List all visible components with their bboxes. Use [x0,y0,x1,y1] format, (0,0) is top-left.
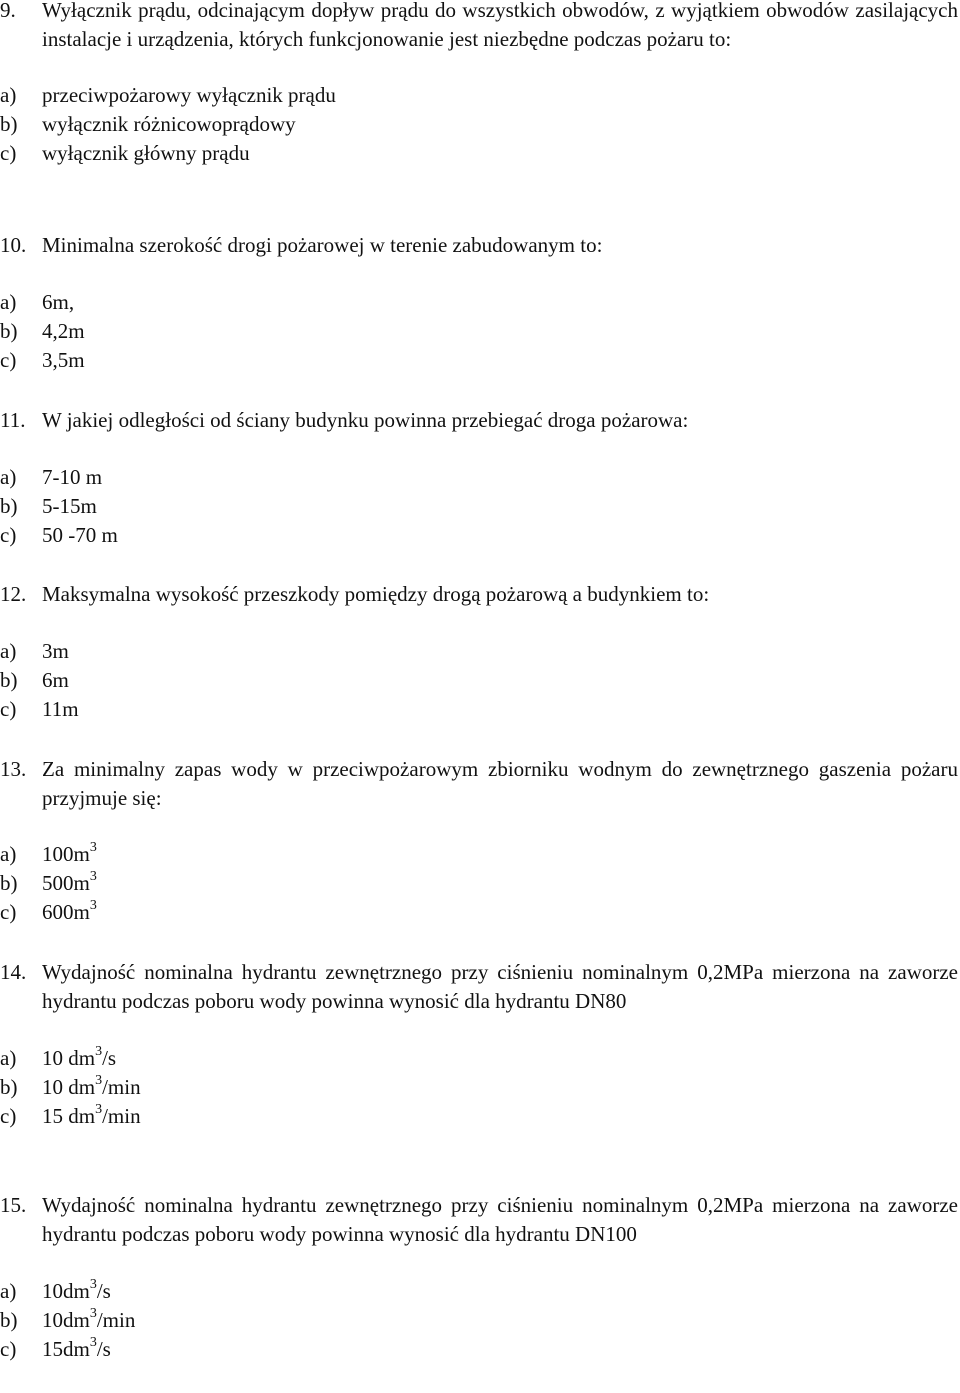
option-text: 6m [42,668,69,692]
option-text: 600m [42,900,90,924]
option-b [0,869,958,898]
option-a [0,81,958,110]
option-text: 10 dm [42,1075,96,1099]
question-12-header [0,580,958,609]
option-c [0,139,958,168]
question-number: 13. [0,757,27,781]
option-a [0,1044,958,1073]
option-text: 5-15m [42,494,97,518]
option-unit-suffix: /min [102,1075,141,1099]
option-unit-suffix: /min [96,1308,136,1332]
option-superscript: 3 [89,1306,97,1321]
option-text: wyłącznik główny prądu [42,141,250,165]
option-text: 10dm [42,1308,90,1332]
option-text: 50 -70 m [42,523,118,547]
option-letter: b) [0,319,18,343]
question-text: Minimalna szerokość drogi pożarowej w terenie zabudowanym to: [42,233,603,257]
option-c [0,898,958,927]
option-letter: b) [0,1075,18,1099]
option-letter: c) [0,141,17,165]
option-letter: b) [0,494,18,518]
question-number: 12. [0,582,27,606]
option-b [0,666,958,695]
option-text: 6m, [42,290,75,314]
option-unit-suffix: /s [96,1337,111,1361]
option-a [0,840,958,869]
option-letter: c) [0,697,17,721]
option-letter: b) [0,112,18,136]
option-unit-suffix: /min [102,1104,141,1128]
option-c [0,346,958,375]
option-c [0,695,958,724]
option-b [0,317,958,346]
option-c [0,1335,958,1364]
option-text: 4,2m [42,319,85,343]
question-10-options [0,288,958,375]
option-b [0,492,958,521]
question-9-header [0,0,958,54]
option-superscript: 3 [89,840,97,855]
option-b [0,1073,958,1102]
option-a [0,463,958,492]
option-superscript: 3 [95,1102,103,1117]
option-c [0,1102,958,1131]
question-12 [0,580,958,724]
option-letter: a) [0,83,17,107]
question-11-header [0,406,958,435]
option-c [0,521,958,550]
question-9-options [0,81,958,168]
option-letter: a) [0,1279,17,1303]
option-text: 15dm [42,1337,90,1361]
question-number: 15. [0,1193,27,1217]
option-text: 100m [42,842,90,866]
option-letter: c) [0,1104,17,1128]
question-number: 11. [0,408,26,432]
option-letter: a) [0,1046,17,1070]
question-10-header [0,231,958,260]
question-14-options [0,1044,958,1131]
option-text: 15 dm [42,1104,96,1128]
option-text: 11m [42,697,79,721]
option-text: 10dm [42,1279,90,1303]
option-letter: c) [0,348,17,372]
question-text: Maksymalna wysokość przeszkody pomiędzy drogą pożarową a budynkiem to: [42,582,710,606]
question-12-options [0,637,958,724]
question-9 [0,0,958,168]
question-10 [0,231,958,375]
question-15-header [0,1191,958,1249]
question-text: Wydajność nominalna hydrantu zewnętrznego przy ciśnieniu nominalnym 0,2MPa mierzona na zaworze hydrantu podczas poboru wody powinna wynosić dla hydrantu DN80 [42,960,958,1013]
question-13 [0,755,958,927]
option-superscript: 3 [95,1044,103,1059]
option-text: 10 dm [42,1046,96,1070]
option-text: 7-10 m [42,465,103,489]
question-text: Wyłącznik prądu, odcinającym dopływ prądu do wszystkich obwodów, z wyjątkiem obwodów zasilających instalacje i urządzenia, których funkcjonowanie jest niezbędne podczas pożaru to: [42,0,958,51]
question-14-header [0,958,958,1016]
question-13-options [0,840,958,927]
question-13-header [0,755,958,813]
question-number: 10. [0,233,27,257]
option-a [0,288,958,317]
option-a [0,637,958,666]
question-15 [0,1191,958,1364]
option-b [0,1306,958,1335]
question-15-options [0,1277,958,1364]
option-letter: c) [0,523,17,547]
option-letter: b) [0,1308,18,1332]
question-11-options [0,463,958,550]
question-text: W jakiej odległości od ściany budynku powinna przebiegać droga pożarowa: [42,408,689,432]
option-letter: c) [0,900,17,924]
option-superscript: 3 [89,898,97,913]
question-14 [0,958,958,1131]
option-letter: a) [0,842,17,866]
question-text: Za minimalny zapas wody w przeciwpożarowym zbiorniku wodnym do zewnętrznego gaszenia pożaru przyjmuje się: [42,757,958,810]
option-letter: c) [0,1337,17,1361]
option-text: 500m [42,871,90,895]
option-letter: b) [0,871,18,895]
option-b [0,110,958,139]
option-superscript: 3 [89,1277,97,1292]
question-number: 9. [0,0,16,22]
option-text: 3m [42,639,69,663]
option-text: wyłącznik różnicowoprądowy [42,112,296,136]
question-number: 14. [0,960,27,984]
option-a [0,1277,958,1306]
option-letter: b) [0,668,18,692]
question-11 [0,406,958,550]
question-text: Wydajność nominalna hydrantu zewnętrznego przy ciśnieniu nominalnym 0,2MPa mierzona na zaworze hydrantu podczas poboru wody powinna wynosić dla hydrantu DN100 [42,1193,958,1246]
option-superscript: 3 [95,1073,103,1088]
option-superscript: 3 [89,1335,97,1350]
option-letter: a) [0,465,17,489]
option-text: 3,5m [42,348,85,372]
option-unit-suffix: /s [96,1279,111,1303]
option-superscript: 3 [89,869,97,884]
option-letter: a) [0,290,17,314]
option-letter: a) [0,639,17,663]
option-unit-suffix: /s [102,1046,117,1070]
option-text: przeciwpożarowy wyłącznik prądu [42,83,336,107]
